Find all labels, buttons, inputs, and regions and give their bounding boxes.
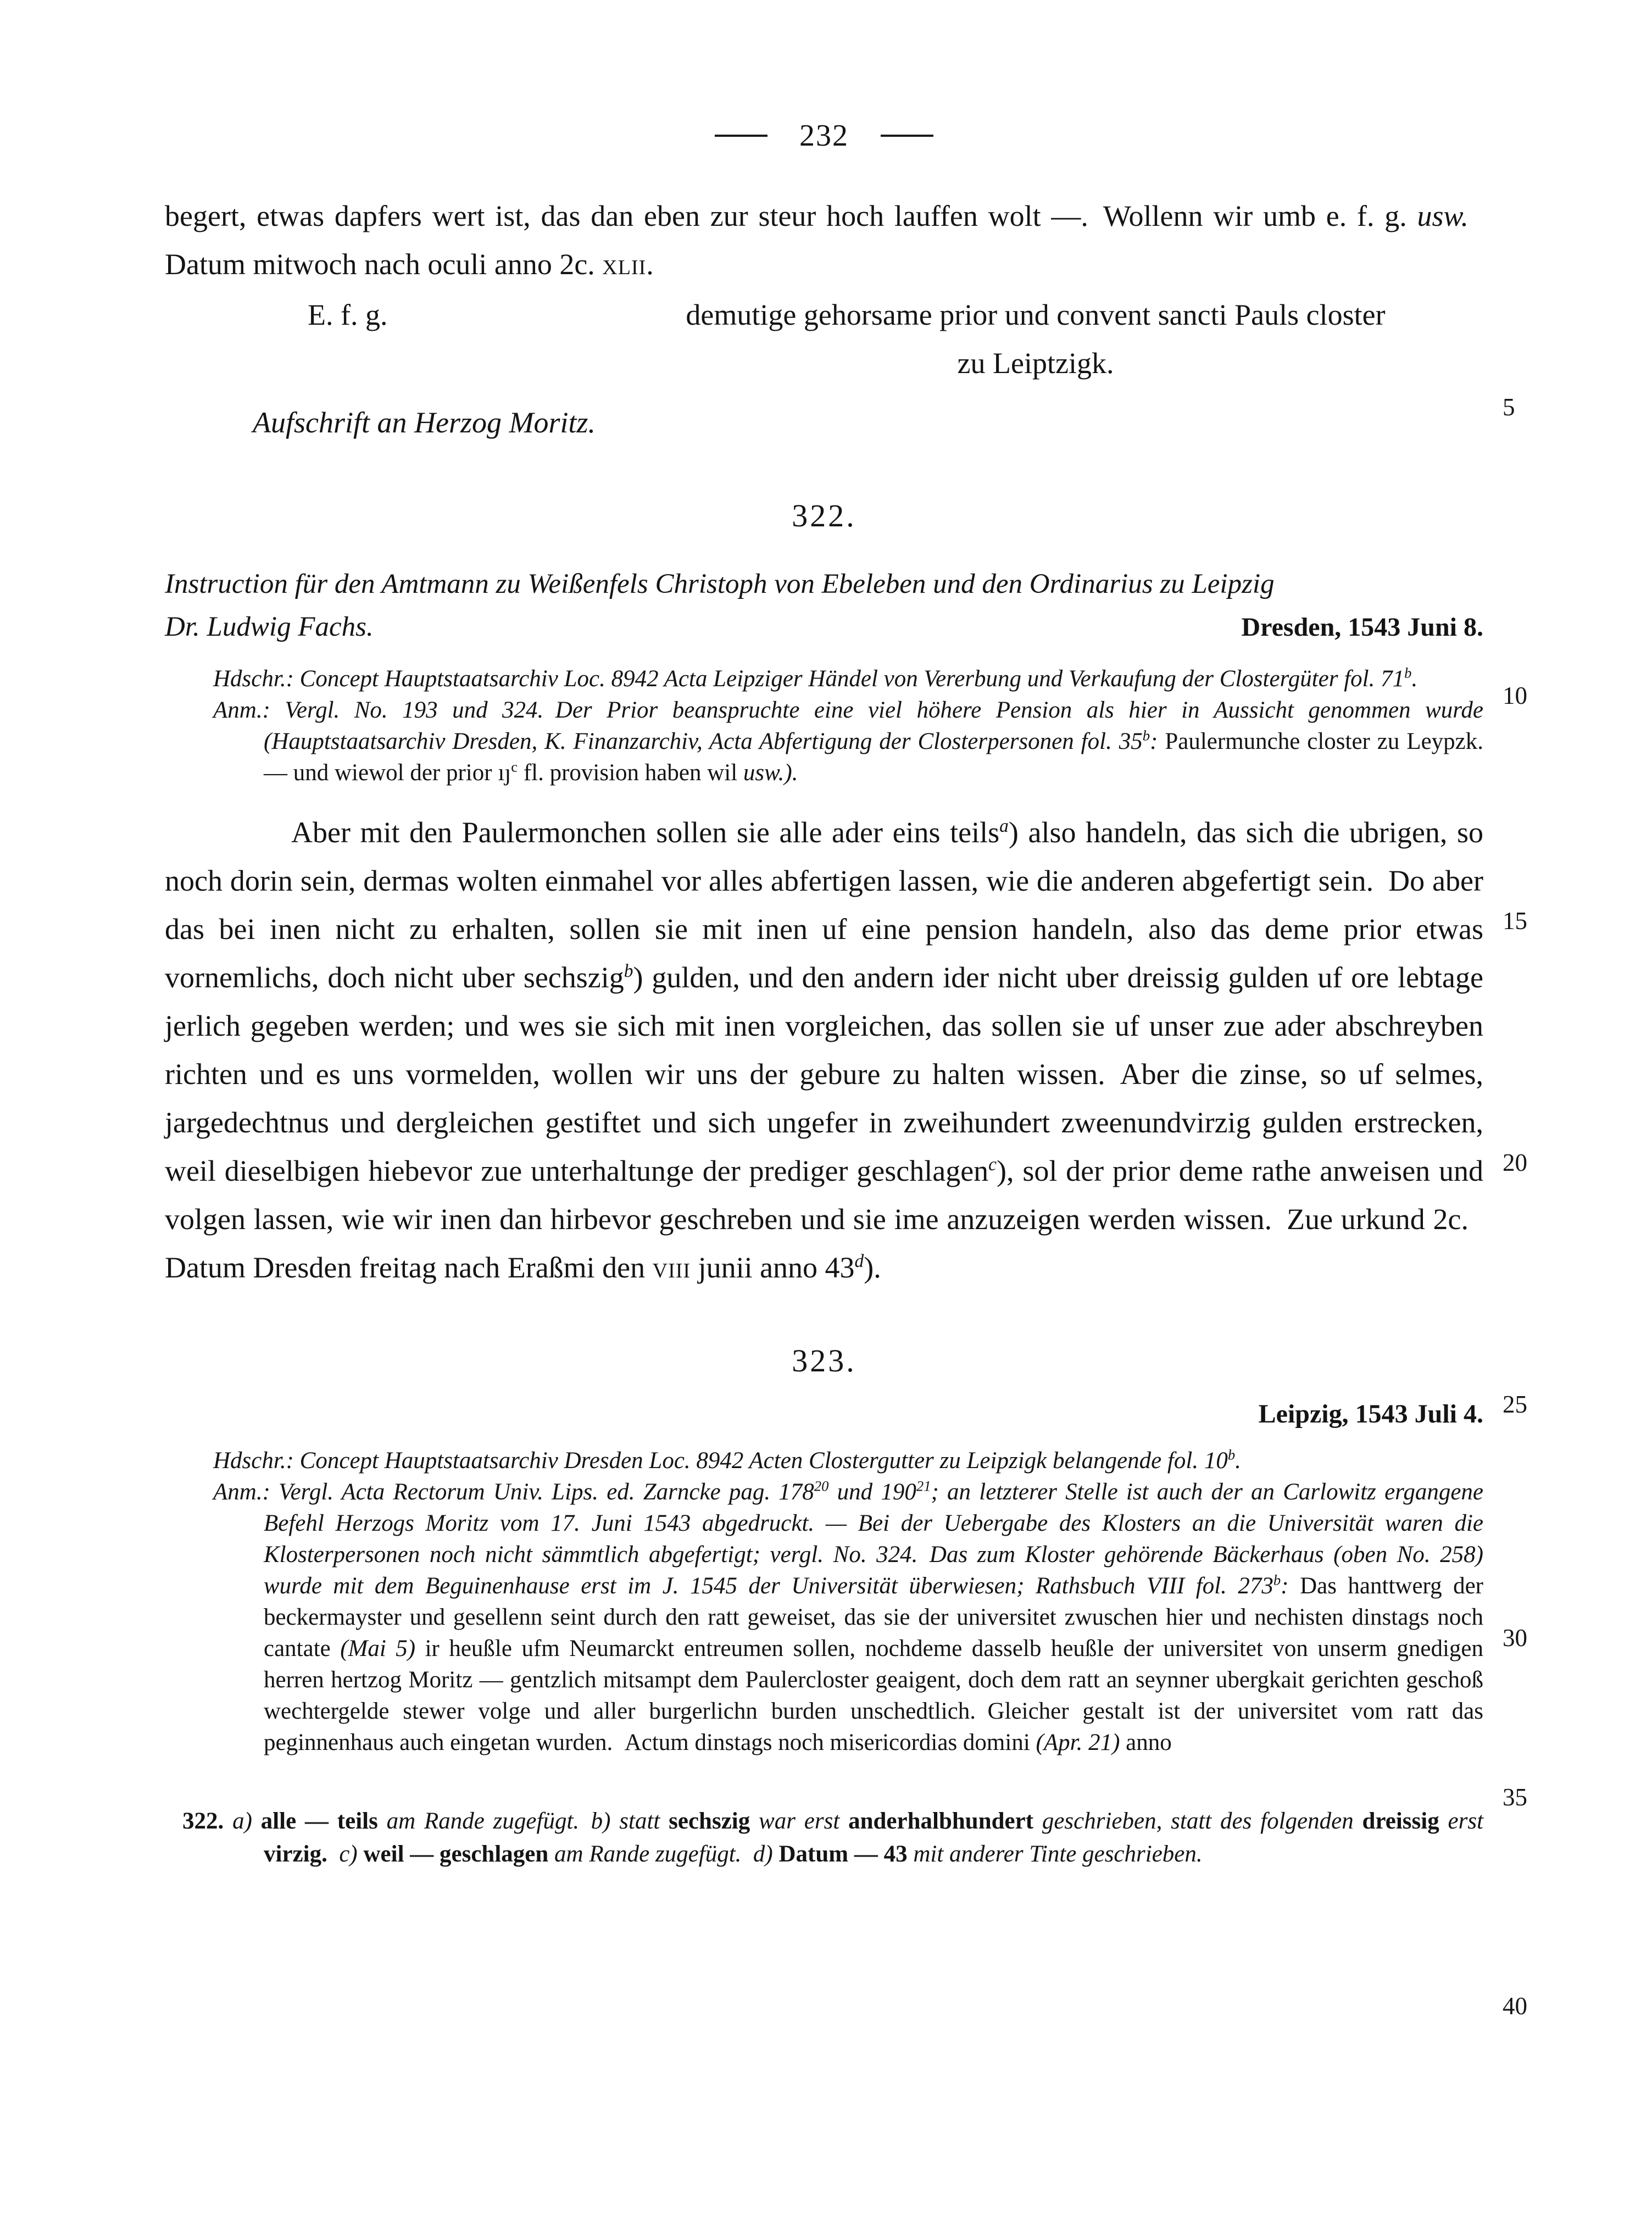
footnote-322: 322. a) alle — teils am Rande zugefügt. b) statt sechszig war erst anderhalbhundert geschrieben, statt des folgenden dreissig erst virzig. c) weil — geschlagen am Rande zugefügt. d) Datum — 43 mit anderer Tinte geschrieben. — [182, 1808, 1484, 1867]
doc-322-dateline: Dresden, 1543 Juni 8. — [1241, 613, 1483, 642]
doc-322-hdschr-entry — [165, 663, 1483, 694]
signature-line2: zu Leiptzigk. — [957, 347, 1114, 380]
margin-line-number-5: 5 — [1503, 393, 1515, 421]
doc-number-323: 323. — [792, 1343, 856, 1379]
header-rule-right — [881, 135, 933, 137]
doc-322-anm-entry — [165, 694, 1483, 788]
anm-text: Vergl. No. 193 und 324. Der Prior beanspruchte eine viel höhere Pension als hier in Aussicht genommen wurde (Hauptstaatsarchiv Dresden, K. Finanzarchiv, Acta Abfertigung der Closterpersonen fol. 35$^b$: Paulermunche closter zu Leypzk. — und wiewol der prior $ıȷ^c$ fl. provision haben wil usw.). — [264, 697, 1484, 786]
signature-initials: E. f. g. — [308, 298, 388, 331]
page-header — [165, 0, 1483, 153]
doc-323-section — [165, 1342, 1483, 1758]
doc-323-hdschr-entry — [165, 1445, 1483, 1476]
anm-label: Anm.: — [213, 697, 270, 723]
anm-text: Vergl. Acta Rectorum Univ. Lips. ed. Zarncke pag. $178^{20}$ und $190^{21}$; an letzterer Stelle ist auch der an Carlowitz ergangene Befehl Herzogs Moritz vom 17. Juni 1543 abgedruckt. — Bei der Uebergabe des Klosters an die Universität waren die Klosterpersonen noch nicht sämmtlich abgefertigt; vergl. No. 324. Das zum Kloster gehörende Bäckerhaus (oben No. 258) wurde mit dem Beguinenhause erst im J. 1545 der Universität überwiesen; Rathsbuch VIII fol. 273$^b$: Das hanttwerg der beckermayster und gesellenn seint durch den ratt geweiset, das sie der universitet zwuschen hier und nechisten dinstags noch cantate (Mai 5) ir heußle ufm Neumarckt entreumen sollen, nochdeme dasselb heußle der universitet von unserm gnedigen herren hertzog Moritz — gentzlich mitsampt dem Paulercloster geaigent, doch dem ratt an seynner ubergkait gerichten geschoß wechtergelde stewer volge und aller burgerlichn burden unschedtlich. Gleicher gestalt ist der universitet vom ratt das peginnenhaus auch eingetan wurden. Actum dinstags noch misericordias domini (Apr. 21) anno — [264, 1477, 1483, 1755]
doc-321-continuation-paragraph: begert, etwas dapfers wert ist, das dan eben zur steur hoch lauffen wolt —. Wollenn wir umb e. f. g. usw. Datum mitwoch nach oculi anno 2c. xlii. — [165, 199, 1483, 281]
doc-323-anm-entry — [165, 1476, 1483, 1758]
hdschr-label: Hdschr.: — [213, 1448, 294, 1474]
doc-322-title: Instruction für den Amtmann zu Weißenfels Christoph von Ebeleben und den Ordinarius zu Leipzig — [165, 569, 1275, 599]
doc-322-body-paragraph: Aber mit den Paulermonchen sollen sie alle ader eins teils$^a$) also handeln, das sich die ubrigen, so noch dorin sein, dermas wolten einmahel vor alles abfertigen lassen, wie die anderen abgefertigt sein. Do aber das bei inen nicht zu erhalten, sollen sie mit inen uf eine pension handeln, also das deme prior etwas vornemlichs, doch nicht uber sechszig$^b$) gulden, und den andern ider nicht uber dreissig gulden uf ore lebtage jerlich gegeben werden; und wes sie sich mit inen vorgleichen, das sollen sie uf unser zue ader abschreyben richten und es uns vormelden, wollen wir uns der gebure zu halten wissen. Aber die zinse, so uf selmes, jargedechtnus und dergleichen gestiftet und sich ungefer in zweihundert zweenundvirzig gulden erstrecken, weil dieselbigen hiebevor zue unterhaltunge der prediger geschlagen$^c$), sol der prior deme rathe anweisen und volgen lassen, wie wir inen dan hirbevor geschreben und sie ime anzuzeigen werden wissen. Zue urkund 2c. Datum Dresden freitag nach Eraßmi den viii junii anno 43$^d$). — [165, 816, 1484, 1284]
hdschr-label: Hdschr.: — [213, 666, 294, 692]
anm-label: Anm.: — [213, 1479, 270, 1505]
margin-line-number-15: 15 — [1503, 907, 1527, 935]
doc-322-apparatus — [165, 663, 1483, 788]
margin-line-number-30: 30 — [1503, 1624, 1527, 1652]
doc-322-title-continuation: Dr. Ludwig Fachs. — [165, 612, 374, 642]
margin-line-number-35: 35 — [1503, 1783, 1527, 1811]
signature-text — [588, 291, 1483, 387]
doc-number-322: 322. — [792, 498, 856, 534]
margin-line-number-20: 20 — [1503, 1149, 1527, 1176]
header-rule-left — [715, 135, 767, 137]
doc-321-aufschrift-note: Aufschrift an Herzog Moritz. — [253, 406, 596, 439]
doc-322-section — [165, 497, 1483, 1292]
text-block — [165, 0, 1483, 1871]
margin-line-number-10: 10 — [1503, 682, 1527, 709]
hdschr-text: Concept Hauptstaatsarchiv Loc. 8942 Acta Leipziger Händel von Vererbung und Verkaufung der Clostergüter fol. 71$^b$. — [299, 664, 1418, 692]
doc-323-dateline: Leipzig, 1543 Juli 4. — [1258, 1399, 1483, 1429]
doc-322-title-row — [165, 605, 1483, 649]
signature-line1: demutige gehorsame prior und convent sancti Pauls closter — [686, 298, 1386, 331]
margin-line-number-25: 25 — [1503, 1391, 1527, 1418]
doc-323-apparatus — [165, 1445, 1483, 1758]
page-number: 232 — [799, 119, 849, 153]
margin-line-number-40: 40 — [1503, 1992, 1527, 2020]
doc-321-signature-row — [165, 291, 1483, 387]
hdschr-text: Concept Hauptstaatsarchiv Dresden Loc. 8942 Acten Clostergutter zu Leipzigk belangende fol. 10$^b$. — [299, 1446, 1241, 1474]
footnotes-block — [165, 1805, 1483, 1871]
